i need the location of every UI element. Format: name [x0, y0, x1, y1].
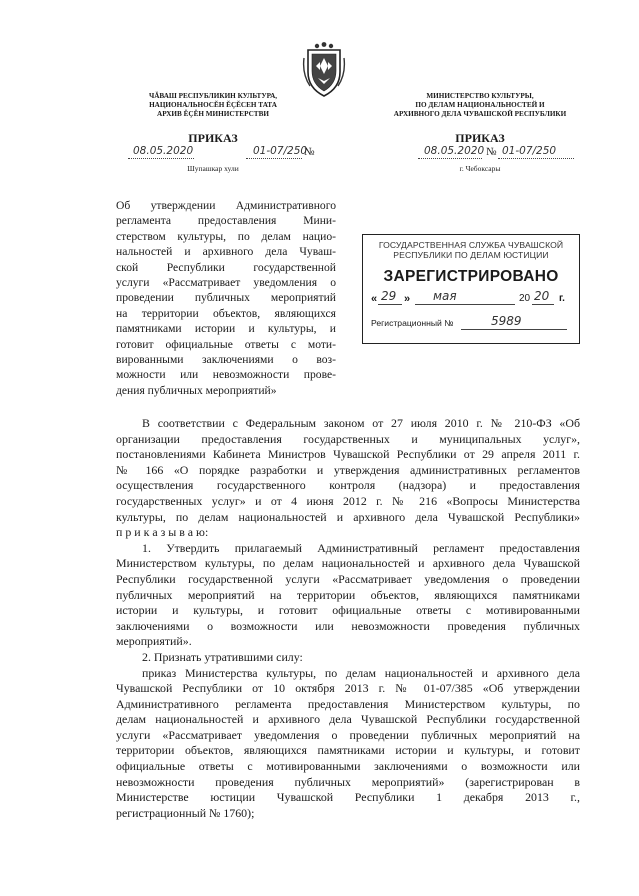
body-line: заключениями о возможности или невозможности проведения публичных	[116, 618, 580, 633]
body-line: официальные ответы с мотивированными заключениями о возможности или	[116, 759, 580, 774]
right-date-number-row	[418, 147, 588, 161]
left-city: Шупашкар хули	[187, 164, 239, 173]
left-org-name	[108, 92, 318, 119]
stamp-date-row: « 29 » мая 20 20 г.	[371, 289, 565, 305]
subject-line: регламента предоставления Мини-	[116, 214, 336, 228]
right-order-title: ПРИКАЗ	[455, 131, 505, 145]
body-line: Административного регламента предоставления Министерством культуры, по	[116, 696, 580, 711]
body-line: приказ Министерства культуры, по делам национальностей и архивного дела	[142, 665, 580, 680]
body-line: территории объектов, являющихся памятниками истории и культуры, и готовит	[116, 743, 580, 758]
left-order-title: ПРИКАЗ	[188, 131, 238, 145]
body-line: регистрационный № 1760);	[116, 805, 255, 820]
right-number-sign: №	[486, 146, 497, 158]
right-number: 01-07/250	[502, 145, 557, 157]
coat-of-arms-emblem	[302, 40, 346, 98]
stamp-reg-label: Регистрационный №	[371, 318, 454, 328]
stamp-year-suffix: 20	[534, 289, 550, 303]
subject-line: проведении публичных мероприятий	[116, 291, 336, 305]
body-line: истории и культуры, и готовит официальные ответы с мотивированными	[116, 603, 580, 618]
left-date: 08.05.2020	[133, 145, 194, 157]
right-org-name	[375, 92, 585, 119]
right-city: г. Чебоксары	[459, 164, 501, 173]
body-line: мероприятий».	[116, 634, 192, 649]
right-date-underline	[418, 158, 482, 159]
stamp-day: 29	[381, 289, 397, 303]
stamp-year-unit: г.	[559, 293, 565, 304]
subject-line: стерством культуры, по делам нацио-	[116, 229, 336, 243]
right-org-line: АРХИВНОГО ДЕЛА ЧУВАШСКОЙ РЕСПУБЛИКИ	[393, 110, 567, 118]
body-line: п р и к а з ы в а ю:	[116, 525, 209, 540]
body-line: Министерством культуры, по делам национальностей и архивного дела Чувашской	[116, 556, 580, 571]
subject-line: услуги «Рассматривает уведомления о	[116, 276, 336, 290]
right-number-underline	[498, 158, 574, 159]
order-subject	[116, 198, 336, 398]
subject-line: готовит официальные ответы с моти-	[116, 337, 336, 351]
body-line: Чувашской Республики от 10 октября 2013 г. № 01-07/385 «Об утверждении	[116, 681, 580, 696]
body-line: делам национальностей и архивного дела Чувашской Республики государственной	[116, 712, 580, 727]
body-line: постановлениями Кабинета Министров Чувашской Республики от 29 апреля 2011 г.	[116, 447, 580, 462]
body-line: осуществления государственного контроля (надзора) и предоставления	[116, 478, 580, 493]
stamp-year-prefix: 20	[519, 293, 531, 304]
body-line: услуги «Рассматривает уведомления о проведении публичных мероприятий на	[116, 727, 580, 742]
left-org-line: НАЦИОНАЛЬНОСĔН ĔÇĔСЕН ТАТА	[149, 101, 277, 109]
body-line: невозможности проведения публичных мероприятий» (зарегистрирован в	[116, 774, 580, 789]
body-line: Министерстве юстиции Чувашской Республики 1 декабря 2013 г.,	[116, 790, 580, 805]
stamp-authority-line: ГОСУДАРСТВЕННАЯ СЛУЖБА ЧУВАШСКОЙ	[378, 240, 564, 250]
subject-line: вированными заключениями о воз-	[116, 353, 336, 367]
body-line: государственных услуг» и от 4 июня 2012 г. № 216 «Вопросы Министерства	[116, 493, 580, 508]
stamp-registered-title: ЗАРЕГИСТРИРОВАНО	[383, 268, 559, 285]
stamp-authority-line: РЕСПУБЛИКИ ПО ДЕЛАМ ЮСТИЦИИ	[393, 250, 549, 260]
stamp-reg-row	[363, 314, 579, 334]
subject-line: нальностей и архивного дела Чуваш-	[116, 245, 336, 259]
body-line: № 166 «О порядке разработки и утверждения административных регламентов	[116, 462, 580, 477]
left-number-sign: №	[304, 146, 315, 158]
subject-line: памятниками истории и культуры, и	[116, 322, 336, 336]
right-org-line: ПО ДЕЛАМ НАЦИОНАЛЬНОСТЕЙ И	[415, 101, 545, 109]
body-line: В соответствии с Федеральным законом от 27 июля 2010 г. № 210-ФЗ «Об	[142, 416, 580, 430]
registration-stamp	[362, 234, 580, 344]
subject-line: дения публичных мероприятий»	[116, 383, 277, 397]
left-number-underline	[246, 158, 302, 159]
body-line: 1. Утвердить прилагаемый Административный регламент предоставления	[142, 540, 580, 555]
right-org-line: МИНИСТЕРСТВО КУЛЬТУРЫ,	[426, 92, 534, 100]
order-body	[116, 416, 580, 821]
subject-line: ской Республики государственной	[116, 260, 336, 274]
body-line: Республики государственной услуги «Рассматривает уведомления о проведении	[116, 571, 580, 586]
right-date: 08.05.2020	[424, 145, 485, 157]
body-line: культуры, по делам национальностей и архивного дела Чувашской Республики»	[116, 509, 580, 524]
stamp-reg-number: 5989	[491, 314, 522, 328]
left-date-underline	[128, 158, 194, 159]
subject-line: можности или невозможности прове-	[116, 368, 336, 382]
subject-line: Об утверждении Административного	[116, 199, 336, 212]
stamp-month: мая	[433, 289, 457, 303]
left-org-line: ЧĂВАШ РЕСПУБЛИКИН КУЛЬТУРА,	[148, 92, 278, 100]
body-line: публичных мероприятий на территории объектов, являющихся памятниками	[116, 587, 580, 602]
left-date-number-row	[128, 147, 318, 161]
left-number: 01-07/250	[253, 145, 308, 157]
subject-line: на территории объектов, являющихся	[116, 306, 336, 320]
body-line: 2. Признать утратившими силу:	[142, 649, 303, 664]
left-org-line: АРХИВ ĔÇĔН МИНИСТЕРСТВИ	[157, 110, 269, 118]
body-line: организации предоставления государственных и муниципальных услуг»,	[116, 431, 580, 446]
